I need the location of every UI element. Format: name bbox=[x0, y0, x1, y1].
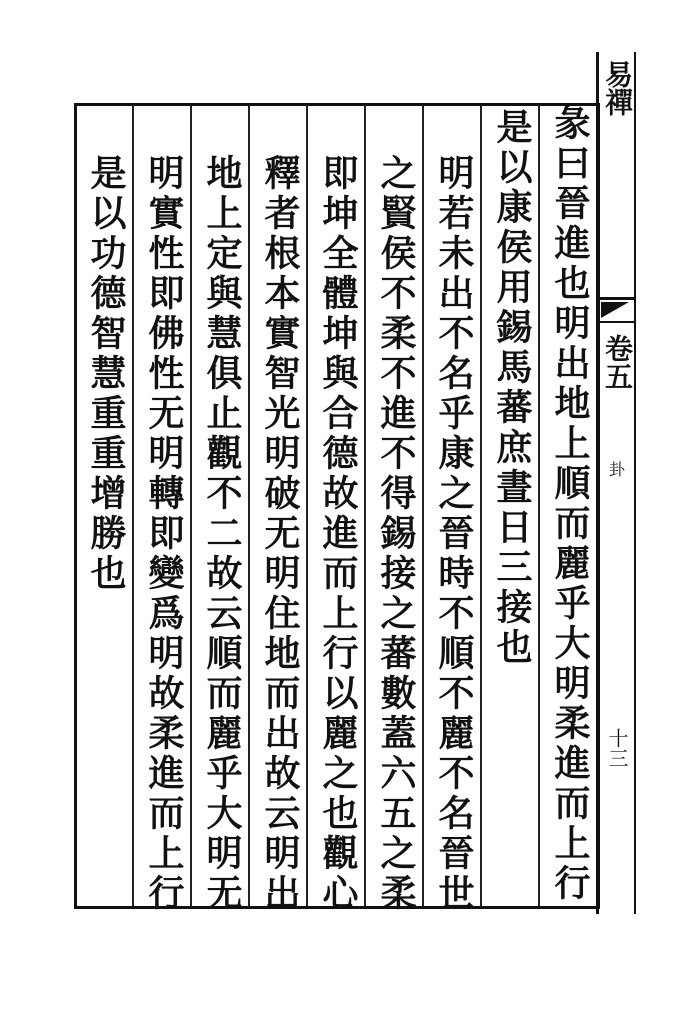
text-column-1: 彖曰晉進也明出地上順而麗乎大明柔進而上行 bbox=[549, 104, 591, 904]
column-divider bbox=[248, 106, 250, 906]
text-column-2: 是以康侯用錫馬蕃庶晝日三接也 bbox=[491, 108, 533, 668]
book-title: 易禪 bbox=[601, 60, 634, 116]
fishtail-mark bbox=[599, 297, 635, 323]
text-frame bbox=[74, 103, 600, 914]
text-column-6: 釋者根本實智光明破无明住地而出故云明出 bbox=[259, 154, 301, 914]
page-number: 十三 bbox=[605, 728, 629, 768]
page-margin-strip bbox=[596, 52, 636, 914]
text-column-9: 是以功德智慧重重增勝也 bbox=[85, 154, 127, 594]
hexagram-label: 卦 bbox=[608, 460, 625, 479]
text-column-7: 地上定與慧俱止觀不二故云順而麗乎大明无 bbox=[201, 154, 243, 914]
text-column-5: 即坤全體坤與合德故進而上行以麗之也觀心 bbox=[317, 154, 359, 914]
text-column-8: 明實性即佛性无明轉即變爲明故柔進而上行 bbox=[143, 154, 185, 914]
volume-label: 卷五 bbox=[601, 334, 634, 390]
column-divider bbox=[422, 106, 424, 906]
column-divider bbox=[480, 106, 482, 906]
column-divider bbox=[538, 106, 540, 906]
column-divider bbox=[306, 106, 308, 906]
text-column-3: 明若未出不名乎康之晉時不順不麗不名晉世 bbox=[433, 154, 475, 914]
text-column-4: 之賢侯不柔不進不得錫接之蕃數蓋六五之柔 bbox=[375, 154, 417, 914]
left-blank-margin bbox=[0, 0, 74, 1024]
column-divider bbox=[190, 106, 192, 906]
column-divider bbox=[364, 106, 366, 906]
column-divider bbox=[132, 106, 134, 906]
